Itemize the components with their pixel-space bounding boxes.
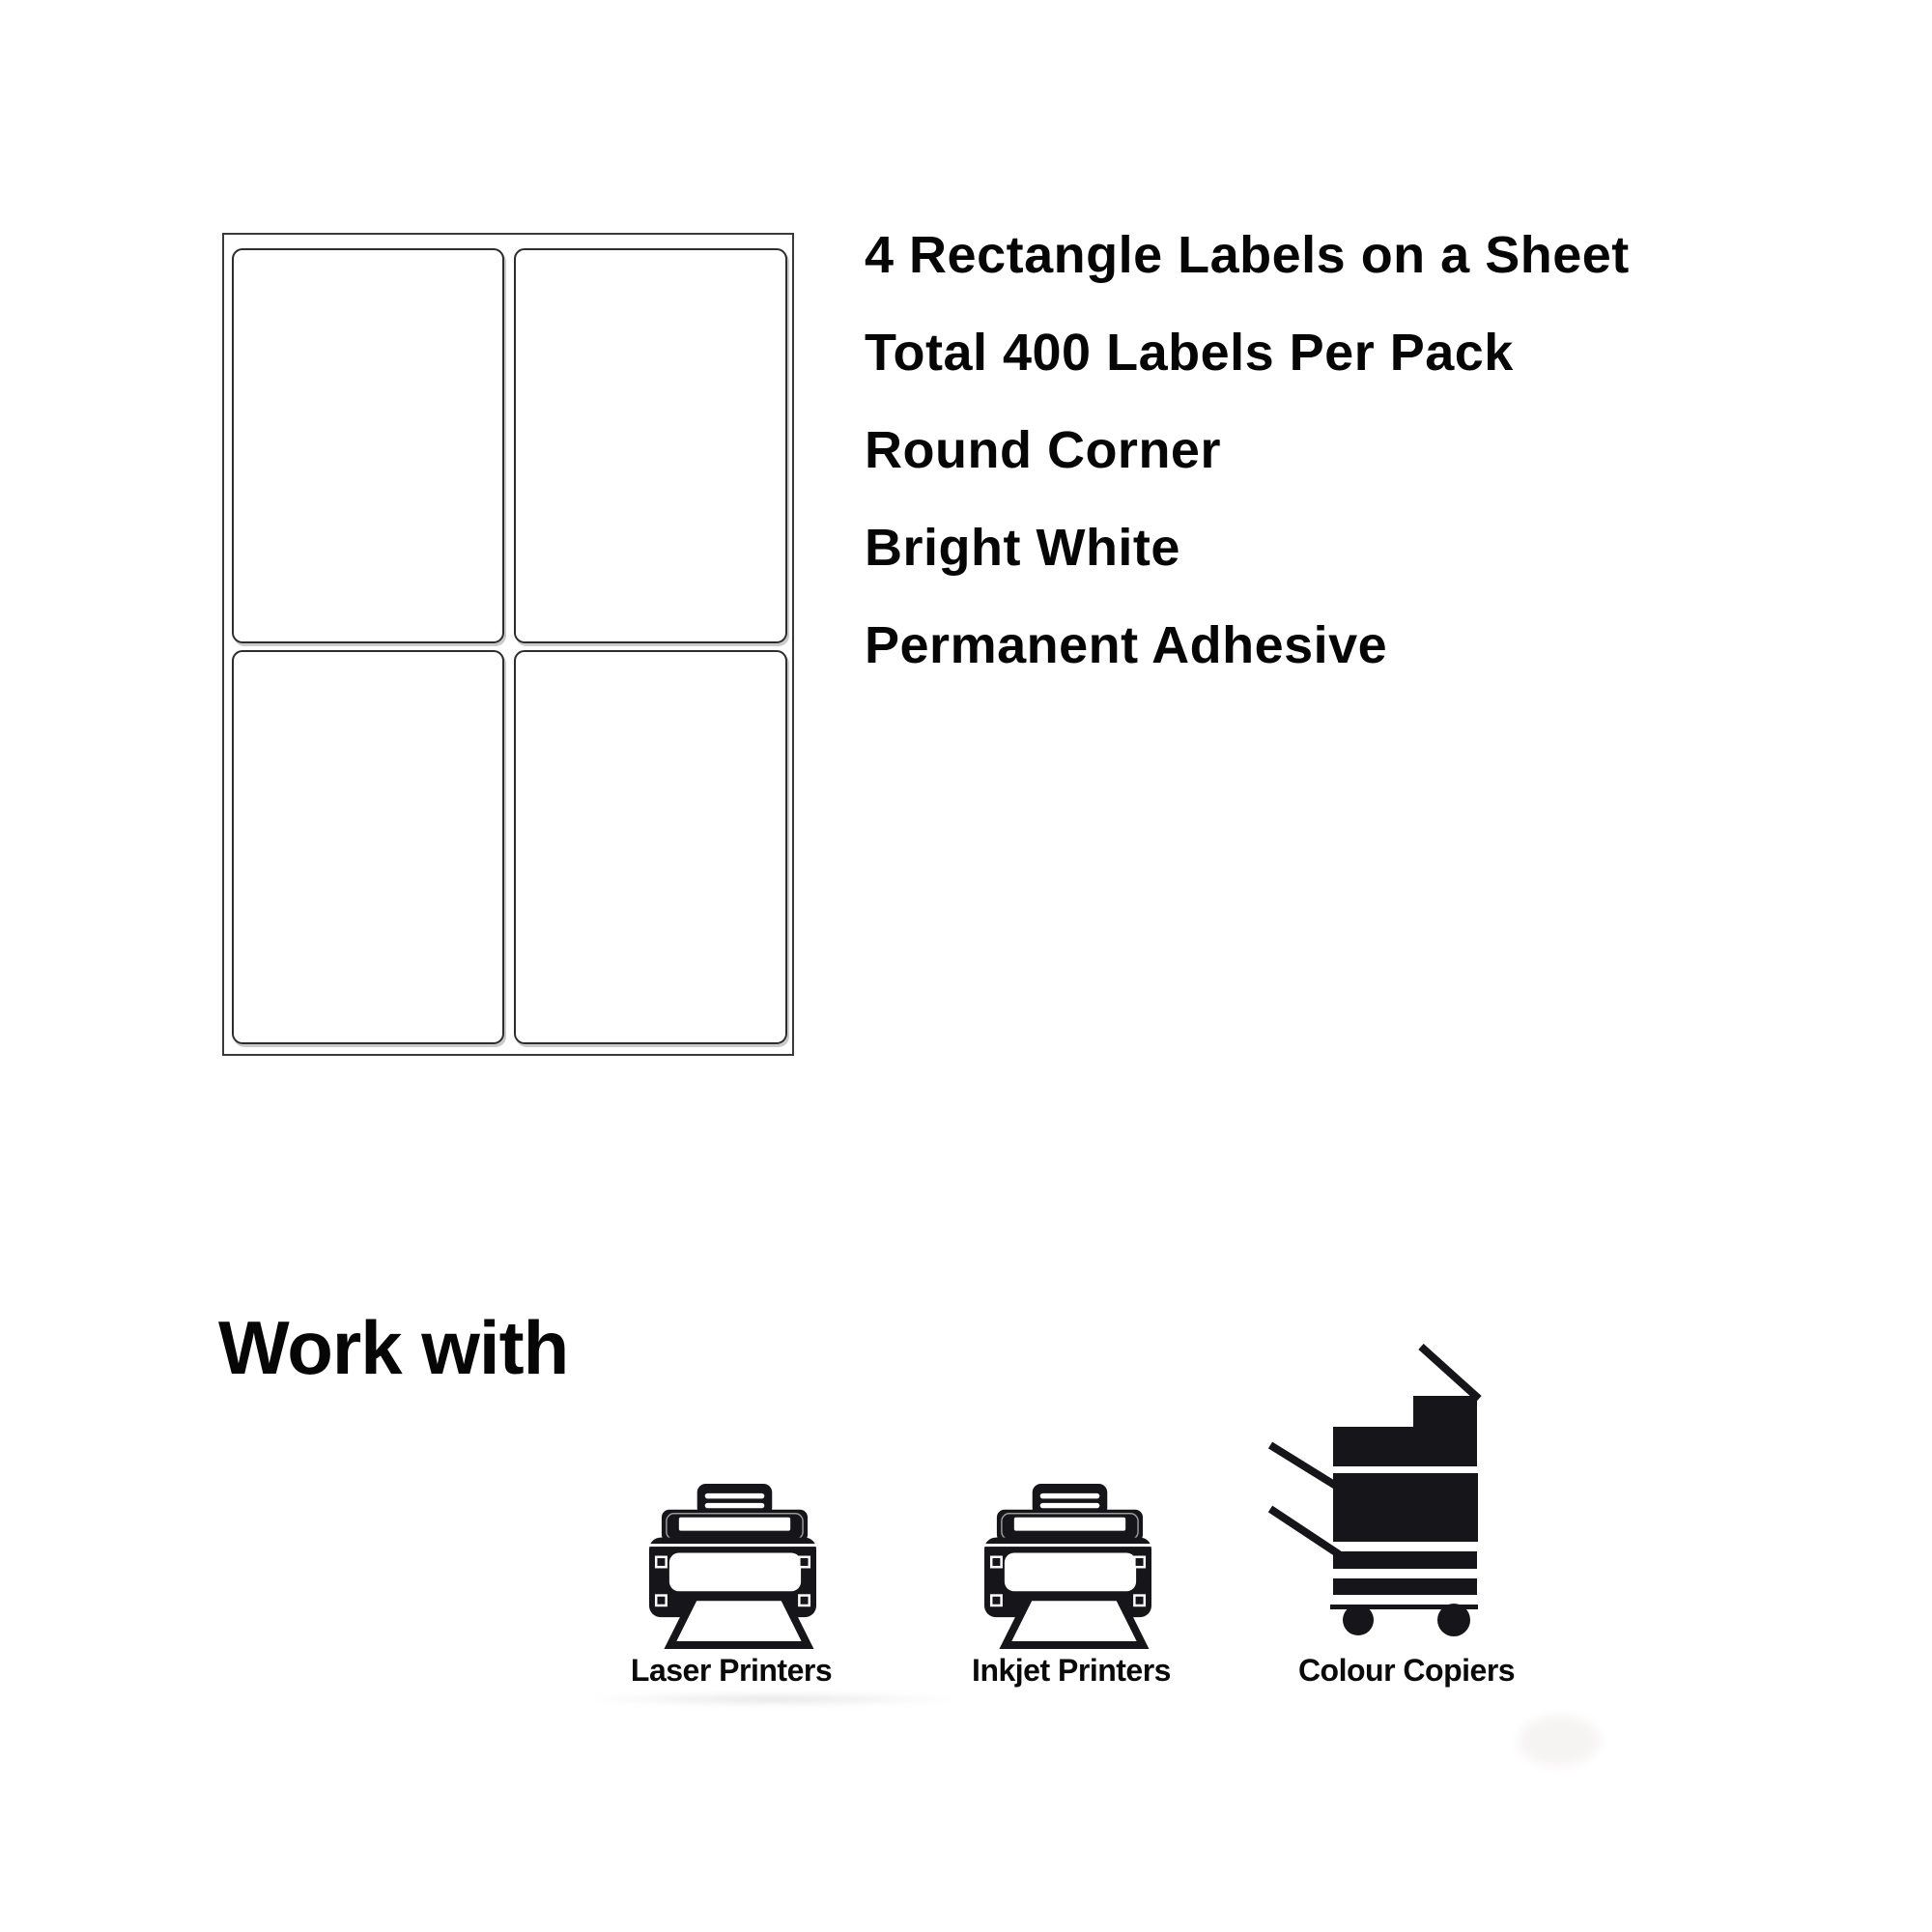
- inkjet-printers-label: Inkjet Printers: [972, 1653, 1171, 1688]
- label-cell-bottom-left: [232, 650, 504, 1044]
- label-cell-bottom-right: [514, 650, 787, 1044]
- feature-bright-white: Bright White: [865, 519, 1180, 577]
- laser-printer-icon: [649, 1468, 816, 1651]
- feature-permanent-adhesive: Permanent Adhesive: [865, 616, 1388, 674]
- printer-row-shadow: [580, 1692, 966, 1706]
- colour-copier-icon: [1264, 1341, 1486, 1637]
- feature-round-corner: Round Corner: [865, 421, 1221, 479]
- photo-smudge: [1519, 1716, 1600, 1766]
- label-sheet-diagram: [222, 233, 794, 1056]
- feature-list: [865, 207, 1782, 695]
- label-cell-top-left: [232, 248, 504, 643]
- laser-printers-label: Laser Printers: [630, 1653, 833, 1688]
- label-cell-top-right: [514, 248, 787, 643]
- feature-labels-per-sheet: 4 Rectangle Labels on a Sheet: [865, 226, 1630, 284]
- inkjet-printer-icon: [984, 1468, 1151, 1651]
- feature-labels-per-pack: Total 400 Labels Per Pack: [865, 324, 1514, 382]
- colour-copiers-label: Colour Copiers: [1297, 1653, 1516, 1688]
- work-with-heading: Work with: [218, 1305, 569, 1390]
